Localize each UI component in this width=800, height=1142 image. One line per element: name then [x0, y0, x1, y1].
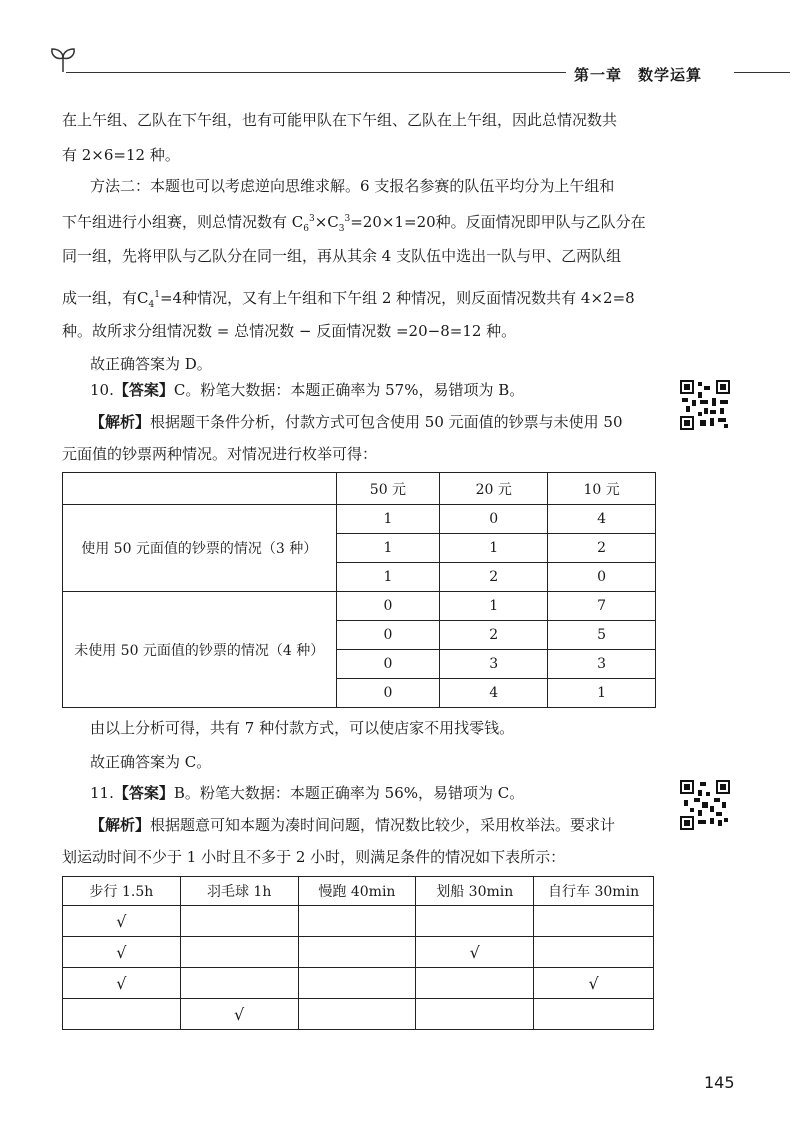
chapter-title: 第一章 数学运算 — [574, 66, 703, 84]
table-cell: 1 — [336, 505, 440, 534]
page-number: 145 — [704, 1073, 735, 1092]
table-cell: 0 — [336, 650, 440, 679]
paragraph-line: 划运动时间不少于 1 小时且不多于 2 小时，则满足条件的情况如下表所示： — [62, 848, 566, 866]
check-cell: √ — [534, 968, 654, 999]
table-cell: 2 — [440, 621, 548, 650]
table-header-cell: 10 元 — [548, 473, 656, 505]
table-cell: 2 — [440, 563, 548, 592]
check-cell: √ — [63, 906, 181, 937]
subscript: 4 — [148, 300, 155, 310]
qr-code-icon[interactable] — [680, 780, 730, 830]
check-cell — [298, 937, 416, 968]
table-cell: 0 — [440, 505, 548, 534]
table-cell: 4 — [548, 505, 656, 534]
question-number: 11. — [90, 784, 114, 802]
question-10-answer — [90, 380, 524, 400]
paragraph-line-formula — [62, 209, 646, 239]
check-cell — [416, 999, 534, 1030]
check-cell: √ — [63, 968, 181, 999]
text-span: =20×1=20种。反面情况即甲队与乙队分在 — [350, 213, 646, 231]
table-row — [63, 505, 656, 534]
text-span: 下午组进行小组赛，则总情况数有 C — [62, 213, 304, 231]
text-span: =4种情况，又有上午组和下午组 2 种情况，则反面情况数共有 4×2=8 — [159, 289, 635, 307]
table-cell: 4 — [440, 679, 548, 708]
table-cell: 5 — [548, 621, 656, 650]
text-span: 成一组，有C — [62, 289, 149, 307]
paragraph-line: 种。故所求分组情况数 = 总情况数 − 反面情况数 =20−8=12 种。 — [62, 322, 517, 340]
superscript: 3 — [308, 214, 315, 224]
table-header-cell: 20 元 — [440, 473, 548, 505]
paragraph-line-formula — [62, 285, 635, 315]
paragraph-line: 方法二：本题也可以考虑逆向思维求解。6 支报名参赛的队伍平均分为上午组和 — [90, 177, 615, 195]
answer-text: C。粉笔大数据：本题正确率为 57%，易错项为 B。 — [173, 381, 525, 399]
table-row — [63, 999, 654, 1030]
header-rule-left — [66, 72, 566, 73]
table-cell: 0 — [336, 621, 440, 650]
question-11-analysis — [90, 815, 615, 835]
table-cell: 3 — [548, 650, 656, 679]
check-cell — [534, 999, 654, 1030]
table-cell: 0 — [336, 592, 440, 621]
table-header-row — [63, 473, 656, 505]
table-row — [63, 937, 654, 968]
table-header-cell: 步行 1.5h — [63, 877, 181, 906]
check-cell: √ — [63, 937, 181, 968]
check-cell — [180, 968, 298, 999]
group-label: 使用 50 元面值的钞票的情况（3 种） — [63, 505, 337, 592]
table-row — [63, 906, 654, 937]
table-cell: 1 — [336, 563, 440, 592]
check-cell — [180, 937, 298, 968]
table-header-cell: 划船 30min — [416, 877, 534, 906]
paragraph-line: 由以上分析可得，共有 7 种付款方式，可以使店家不用找零钱。 — [90, 719, 515, 737]
answer-text: B。粉笔大数据：本题正确率为 56%，易错项为 C。 — [173, 784, 525, 802]
paragraph-line: 同一组，先将甲队与乙队分在同一组，再从其余 4 支队伍中选出一队与甲、乙两队组 — [62, 247, 622, 265]
paragraph-line: 元面值的钞票两种情况。对情况进行枚举可得： — [62, 445, 378, 463]
paragraph-line: 故正确答案为 C。 — [90, 753, 212, 771]
question-number: 10. — [90, 381, 114, 399]
table-cell: 3 — [440, 650, 548, 679]
text-span: ×C — [314, 213, 339, 231]
analysis-tag: 【解析】 — [90, 816, 151, 834]
paragraph-line: 有 2×6=12 种。 — [62, 146, 180, 164]
table-header-row — [63, 877, 654, 906]
analysis-text: 根据题干条件分析，付款方式可包含使用 50 元面值的钞票与未使用 50 — [150, 413, 623, 431]
paragraph-line: 故正确答案为 D。 — [90, 355, 212, 373]
answer-tag: 【答案】 — [113, 381, 174, 399]
check-cell: √ — [180, 999, 298, 1030]
analysis-text: 根据题意可知本题为凑时间问题，情况数比较少，采用枚举法。要求计 — [150, 816, 616, 834]
exercise-table — [62, 876, 654, 1030]
check-cell: √ — [416, 937, 534, 968]
table-header-cell: 慢跑 40min — [298, 877, 416, 906]
check-cell — [298, 968, 416, 999]
check-cell — [416, 968, 534, 999]
subscript: 6 — [303, 224, 309, 234]
answer-tag: 【答案】 — [113, 784, 174, 802]
check-cell — [298, 906, 416, 937]
table-cell: 1 — [336, 534, 440, 563]
table-cell: 1 — [440, 592, 548, 621]
table-row — [63, 968, 654, 999]
subscript: 3 — [338, 224, 345, 234]
analysis-tag: 【解析】 — [90, 413, 151, 431]
table-cell: 0 — [336, 679, 440, 708]
question-11-answer — [90, 783, 524, 803]
table-cell: 1 — [548, 679, 656, 708]
check-cell — [534, 937, 654, 968]
superscript: 3 — [344, 214, 351, 224]
table-cell: 0 — [548, 563, 656, 592]
table-header-cell: 50 元 — [336, 473, 440, 505]
table-cell: 7 — [548, 592, 656, 621]
table-row — [63, 592, 656, 621]
table-cell: 2 — [548, 534, 656, 563]
table-header-cell: 羽毛球 1h — [180, 877, 298, 906]
table-header-cell: 自行车 30min — [534, 877, 654, 906]
check-cell — [180, 906, 298, 937]
table-header-cell-empty — [63, 473, 337, 505]
check-cell — [63, 999, 181, 1030]
question-10-analysis — [90, 412, 623, 432]
table-cell: 1 — [440, 534, 548, 563]
check-cell — [534, 906, 654, 937]
superscript: 1 — [154, 290, 160, 300]
check-cell — [298, 999, 416, 1030]
sprout-icon — [50, 46, 76, 74]
paragraph-line: 在上午组、乙队在下午组，也有可能甲队在下午组、乙队在上午组，因此总情况数共 — [62, 111, 618, 129]
qr-code-icon[interactable] — [680, 380, 730, 430]
check-cell — [416, 906, 534, 937]
payment-table — [62, 472, 656, 708]
header-rule-right — [734, 72, 790, 73]
group-label: 未使用 50 元面值的钞票的情况（4 种） — [63, 592, 337, 708]
